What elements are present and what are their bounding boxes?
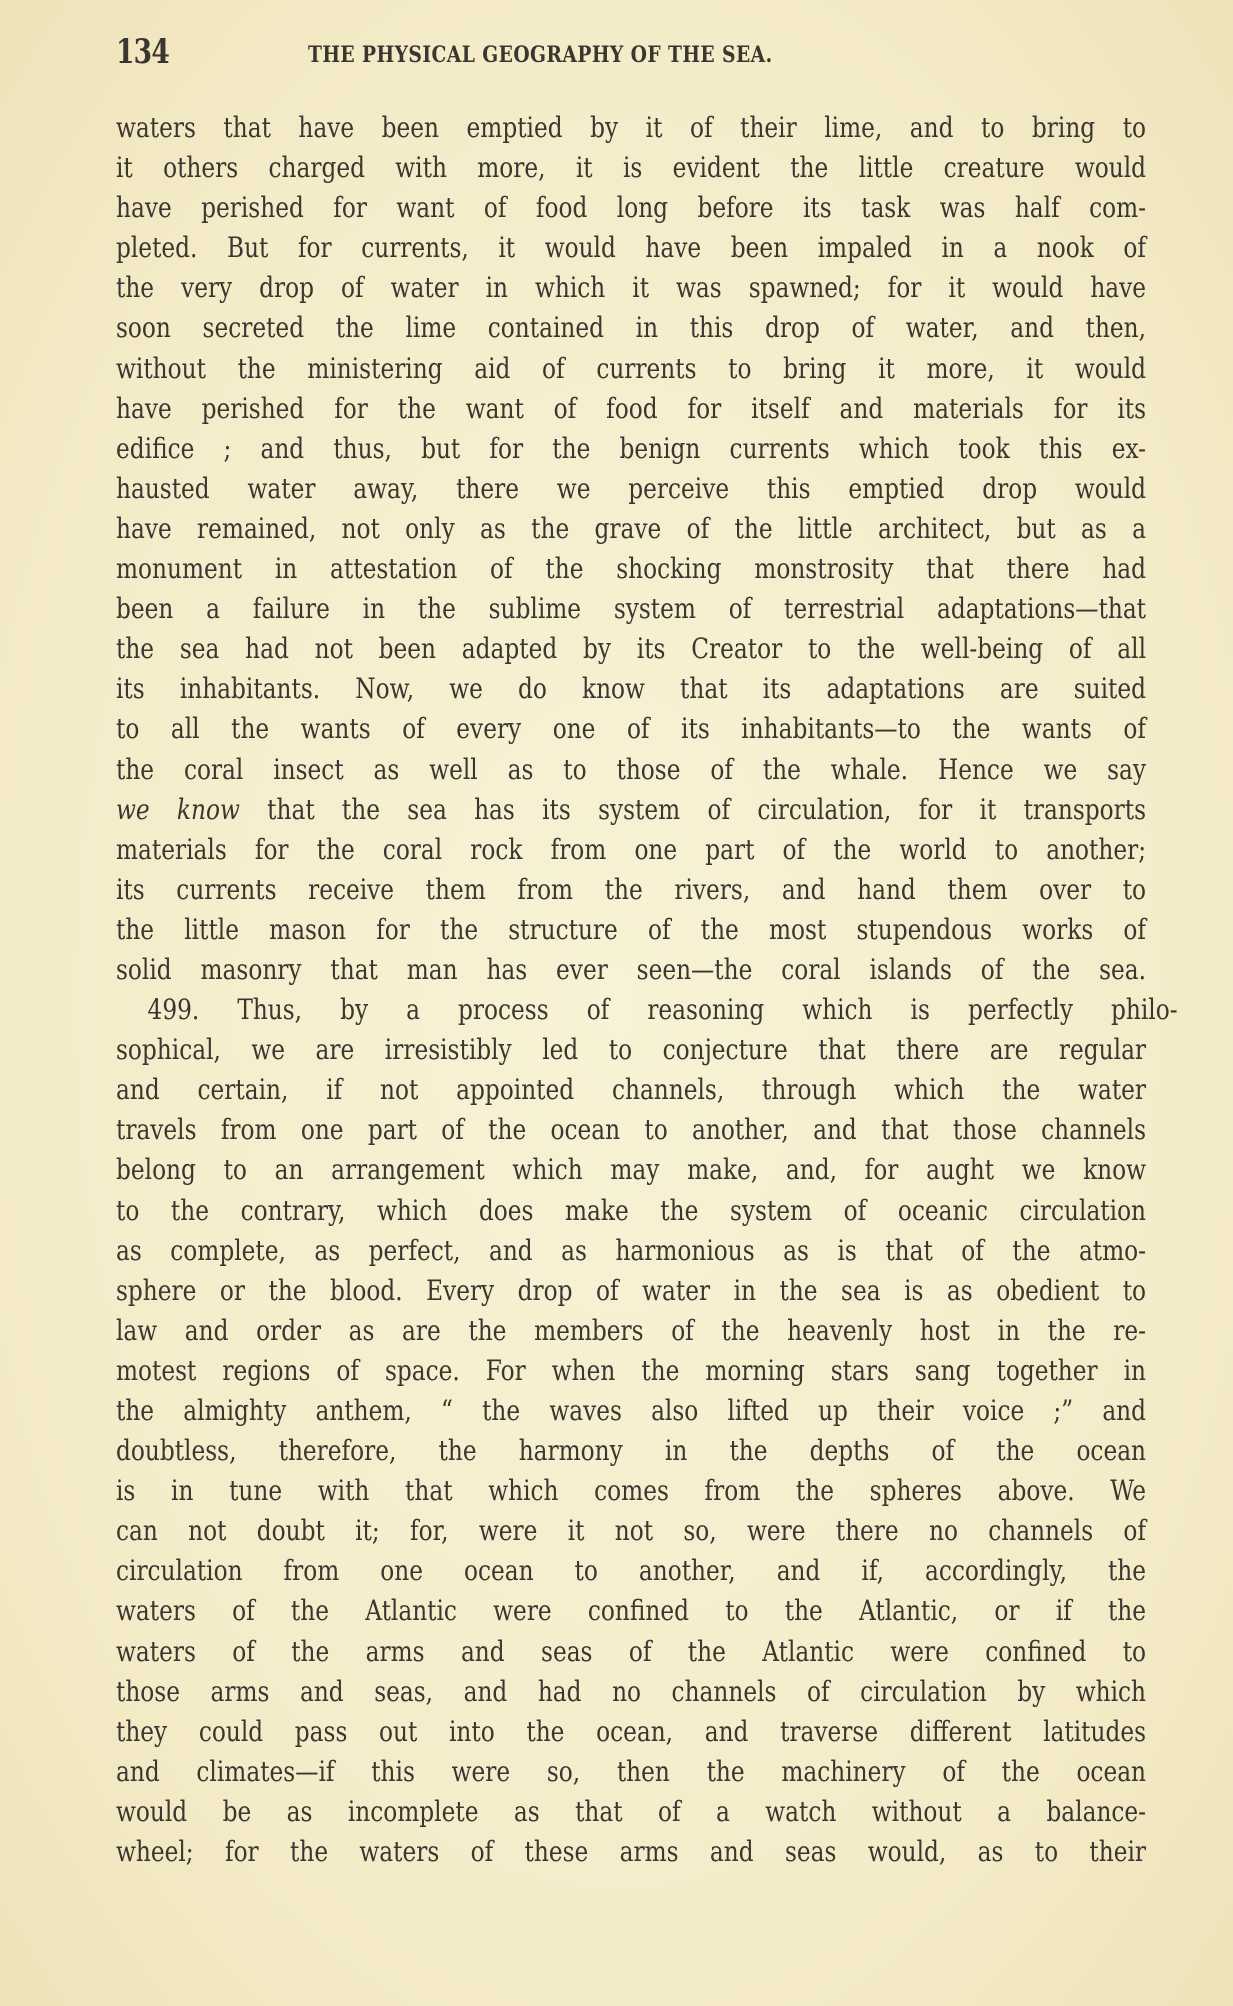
page-header [116,32,1146,76]
text-line: the almighty anthem, “ the waves also lifted up their voice ;” and [116,1394,1147,1427]
text-line: and climates—if this were so, then the machinery of the ocean [116,1754,1147,1788]
text-line: to all the wants of every one of its inhabitants—to the wants of [116,712,1147,746]
text-line: is in tune with that which comes from the spheres above. We [116,1474,1147,1508]
text-line: without the ministering aid of currents to bring it more, it would [116,351,1147,385]
text-line: waters of the Atlantic were confined to the Atlantic, or if the [116,1594,1147,1628]
text-line: its inhabitants. Now, we do know that its adaptations are suited [116,672,1147,706]
text-line: pleted. But for currents, it would have been impaled in a nook of [116,231,1147,265]
text-line: its currents receive them from the rivers, and hand them over to [116,872,1147,906]
text-line: hausted water away, there we perceive this emptied drop would [116,471,1147,505]
paragraph-499-start: 499. Thus, by a process of reasoning which is perfectly philo- [147,993,1178,1027]
text-line: materials for the coral rock from one part of the world to another; [116,832,1147,866]
text-line: it others charged with more, it is evident the little creature would [116,151,1147,185]
text-line: waters that have been emptied by it of their lime, and to bring to [116,111,1147,144]
text-line: those arms and seas, and had no channels of circulation by which [116,1674,1147,1708]
text-line: sophical, we are irresistibly led to conjecture that there are regular [116,1033,1147,1067]
text-line: edifice ; and thus, but for the benign currents which took this ex- [116,431,1147,465]
text-line: have perished for want of food long before its task was half com- [116,191,1147,225]
text-line: and certain, if not appointed channels, through which the water [116,1073,1147,1107]
text-line: have perished for the want of food for itself and materials for its [116,391,1147,425]
text-line: sphere or the blood. Every drop of water in the sea is as obedient to [116,1273,1147,1307]
text-line: have remained, not only as the grave of the little architect, but as a [116,511,1147,545]
text-line: monument in attestation of the shocking monstrosity that there had [116,552,1147,586]
italic-emphasis: we know [116,792,240,826]
text-line: the very drop of water in which it was spawned; for it would have [116,271,1147,305]
text-line: been a failure in the sublime system of terrestrial adaptations—that [116,592,1147,626]
running-title: THE PHYSICAL GEOGRAPHY OF THE SEA. [308,42,773,68]
text-line: can not doubt it; for, were it not so, were there no channels of [116,1514,1147,1548]
text-line: solid masonry that man has ever seen—the coral islands of the sea. [116,952,1147,986]
text-line: law and order as are the members of the heavenly host in the re- [116,1313,1147,1347]
text-line: to the contrary, which does make the system of oceanic circulation [116,1193,1147,1227]
text-line: travels from one part of the ocean to another, and that those channels [116,1113,1147,1147]
text-line: belong to an arrangement which may make, and, for aught we know [116,1153,1147,1187]
text-line: waters of the arms and seas of the Atlantic were confined to [116,1634,1147,1668]
page-number: 134 [116,32,170,72]
text-line: as complete, as perfect, and as harmonious as is that of the atmo- [116,1233,1147,1267]
text-line: the sea had not been adapted by its Creator to the well-being of all [116,632,1147,666]
text-line: would be as incomplete as that of a watch without a balance- [116,1794,1147,1828]
text-line: motest regions of space. For when the morning stars sang together in [116,1353,1147,1387]
body-text [116,108,1178,1872]
text-line-rest: that the sea has its system of circulation, for it transports [267,792,1147,826]
text-line: the coral insect as well as to those of the whale. Hence we say [116,752,1147,786]
text-line: wheel; for the waters of these arms and seas would, as to their [116,1835,1147,1869]
text-line: they could pass out into the ocean, and traverse different latitudes [116,1714,1147,1748]
text-line: doubtless, therefore, the harmony in the depths of the ocean [116,1434,1147,1468]
text-line: circulation from one ocean to another, and if, accordingly, the [116,1554,1147,1588]
text-line: the little mason for the structure of the most stupendous works of [116,912,1147,946]
text-line: soon secreted the lime contained in this drop of water, and then, [116,311,1147,345]
text-line-italic-lead [116,790,1146,830]
